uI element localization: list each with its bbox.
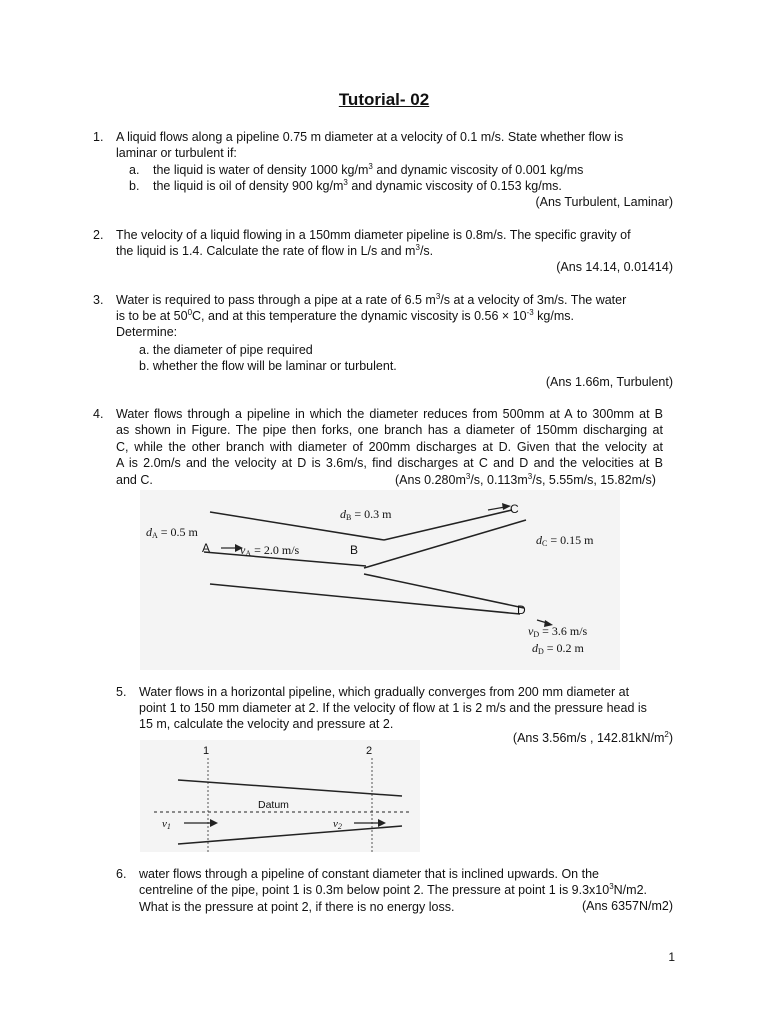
item-text: a. the diameter of pipe required (139, 343, 313, 357)
label-point-c: C (510, 502, 519, 516)
label-point-d: D (517, 603, 526, 617)
question-number: 5. (116, 685, 127, 699)
question-text: and C. (116, 473, 153, 487)
answer: (Ans 3.56m/s , $142.81kN/m^2$) (512, 730, 673, 745)
label-point-2: 2 (366, 745, 373, 757)
item-text: the liquid is water of density 1000 $kg/m^3$ and dynamic viscosity of 0.001 kg/ms (153, 162, 584, 177)
question-text: as shown in Figure. The pipe then forks, one branch has a diameter of 150mm discharging at (116, 423, 663, 437)
converging-pipe-figure (140, 740, 420, 852)
item-label: b. (129, 179, 140, 193)
label-v2: $v_2$ (333, 818, 342, 831)
answer: (Ans 14.14, 0.01414) (556, 260, 673, 274)
label-point-1: 1 (203, 745, 210, 757)
question-text: water flows through a pipeline of constant diameter that is inclined upwards. On the (139, 867, 599, 881)
label-dC: $d_C = 0.15$ m (536, 533, 594, 548)
question-text: Water flows in a horizontal pipeline, which gradually converges from 200 mm diameter at (139, 685, 630, 699)
question-text: A is 2.0m/s and the velocity at D is 3.6m/s, find discharges at C and D and the velocities at B (116, 456, 663, 470)
label-point-a: A (202, 541, 211, 555)
item-label: a. (129, 163, 140, 177)
item-text: b. whether the flow will be laminar or turbulent. (139, 359, 397, 373)
page-number: 1 (668, 950, 675, 964)
label-v1: $v_1$ (162, 818, 171, 831)
question-text: 15 m, calculate the velocity and pressure at 2. (139, 717, 394, 731)
label-point-b: B (350, 543, 359, 557)
label-dD: $d_D = 0.2$ m (532, 641, 584, 656)
question-text: The velocity of a liquid flowing in a 150mm diameter pipeline is 0.8m/s. The specific gravity of (116, 228, 631, 242)
question-text: What is the pressure at point 2, if there is no energy loss. (139, 900, 455, 914)
answer: (Ans $0.280m^3/s$, $0.113m^3/s$, 5.55m/s, 15.82m/s) (395, 472, 656, 487)
question-text: C, while the other branch with diameter of 200mm discharges at D. Given that the velocity at (116, 440, 663, 454)
question-text: the liquid is 1.4. Calculate the rate of flow in L/s and $m^3/s$. (116, 243, 434, 258)
question-number: 2. (93, 228, 104, 242)
label-dB: $d_B = 0.3$ m (340, 507, 392, 522)
question-number: 1. (93, 130, 104, 144)
question-text: point 1 to 150 mm diameter at 2. If the velocity of flow at 1 is 2 m/s and the pressure head is (139, 701, 647, 715)
question-text: centreline of the pipe, point 1 is 0.3m below point 2. The pressure at point 1 is $9.3x10^3N/m2$. (139, 882, 647, 897)
question-text: Water flows through a pipeline in which the diameter reduces from 500mm at A to 300mm at B (116, 407, 663, 421)
answer: (Ans 6357N/m2) (581, 899, 673, 913)
label-dA: $d_A = 0.5$ m (146, 525, 198, 540)
converging-pipe-diagram (140, 740, 420, 852)
pipe-fork-figure (140, 490, 620, 670)
label-vA: $v_A = 2.0$ m/s (240, 543, 300, 558)
answer: (Ans 1.66m, Turbulent) (545, 375, 673, 389)
question-number: 3. (93, 293, 104, 307)
item-text: the liquid is oil of density 900 $kg/m^3$ and dynamic viscosity of 0.153 kg/ms. (153, 178, 562, 193)
answer: (Ans Turbulent, Laminar) (535, 195, 673, 209)
question-number: 6. (116, 867, 127, 881)
question-text: Water is required to pass through a pipe at a rate of 6.5 $m^3/s$ at a velocity of 3m/s. The water (116, 292, 627, 307)
question-text: Determine: (116, 325, 178, 339)
question-text: is to be at $50^0C$, and at this temperature the dynamic viscosity is $0.56 \times 10^{-3}$ kg/ms. (116, 308, 574, 323)
label-datum: Datum (258, 799, 289, 811)
label-vD: $v_D = 3.6$ m/s (528, 624, 588, 639)
page-title: Tutorial- 02 (338, 90, 430, 109)
question-text: laminar or turbulent if: (116, 146, 237, 160)
question-number: 4. (93, 407, 104, 421)
question-text: A liquid flows along a pipeline 0.75 m diameter at a velocity of 0.1 m/s. State whether flow is (116, 130, 624, 144)
